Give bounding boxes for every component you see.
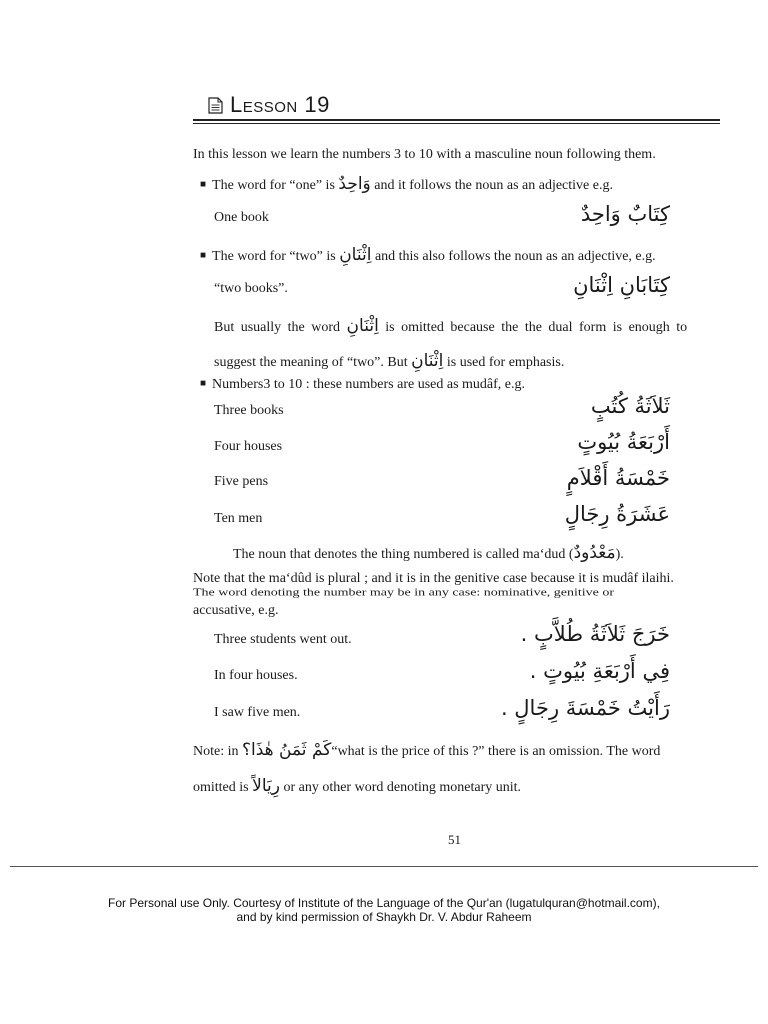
document-icon bbox=[208, 97, 223, 114]
numbers-bullet-line: ■ Numbers3 to 10 : these numbers are used as mudâf, e.g. bbox=[200, 377, 526, 392]
example-one-book-ar: كِتَابٌ وَاحِدٌ bbox=[580, 202, 670, 226]
note-omitted-line: omitted is رِيَالاً or any other word denoting monetary unit. bbox=[193, 776, 522, 796]
example-two-books-ar: كِتَابَانِ اِثْنَانِ bbox=[573, 273, 670, 297]
footer-line-2: and by kind permission of Shaykh Dr. V. Abdur Raheem bbox=[236, 910, 532, 924]
bullet-icon: ■ bbox=[200, 250, 207, 261]
usually-line: But usually the word اِثْنَانِ is omitted because the the dual form is enough to bbox=[214, 316, 688, 336]
five-pens-en: Five pens bbox=[214, 474, 269, 489]
footer bbox=[0, 896, 768, 924]
arabic-madud: مَعْدُودٌ bbox=[573, 543, 616, 563]
arabic-riyal: رِيَالاً bbox=[252, 776, 280, 796]
arabic-ithnan-2: اِثْنَانِ bbox=[346, 316, 379, 336]
three-books-en: Three books bbox=[214, 403, 284, 418]
four-houses-ar: أَرْبَعَةُ بُيُوتٍ bbox=[577, 430, 670, 454]
ten-men-ar: عَشَرَةُ رِجَالٍ bbox=[564, 502, 670, 526]
lesson-title: Lesson 19 bbox=[230, 92, 330, 117]
footer-rule bbox=[10, 866, 758, 867]
example-one-book-en: One book bbox=[214, 210, 269, 225]
arabic-ithnan: اِثْنَانِ bbox=[339, 245, 372, 265]
note-accusative: accusative, e.g. bbox=[193, 603, 279, 618]
arabic-wahid: وَاحِدٌ bbox=[338, 174, 371, 194]
case-nominative-en: Three students went out. bbox=[214, 632, 352, 647]
case-nominative-ar: خَرَجَ ثَلاَثَةُ طُلاَّبٍ . bbox=[520, 622, 670, 646]
five-pens-ar: خَمْسَةُ أَقْلاَمٍ bbox=[566, 466, 670, 490]
case-accusative-ar: رَأَيْتُ خَمْسَةَ رِجَالٍ . bbox=[500, 696, 670, 720]
three-books-ar: ثَلاَثَةُ كُتُبٍ bbox=[590, 394, 670, 418]
arabic-ithnan-3: اِثْنَانِ bbox=[411, 351, 444, 371]
ten-men-en: Ten men bbox=[214, 511, 263, 526]
note-any-case: The word denoting the number may be in any case: nominative, genitive or bbox=[193, 587, 615, 599]
header-rule-thin bbox=[193, 123, 720, 124]
case-accusative-en: I saw five men. bbox=[214, 705, 301, 720]
bullet-icon: ■ bbox=[200, 179, 207, 190]
arabic-kam-thaman: كَمْ ثَمَنُ هٰذَا؟ bbox=[242, 740, 332, 760]
note-price-line: Note: in كَمْ ثَمَنُ هٰذَا؟“what is the price of this ?” there is an omission. The word bbox=[193, 740, 661, 760]
intro-text: In this lesson we learn the numbers 3 to 10 with a masculine noun following them. bbox=[193, 147, 656, 162]
suggest-line: suggest the meaning of “two”. But اِثْنَانِ is used for emphasis. bbox=[214, 351, 565, 371]
page-number: 51 bbox=[448, 832, 461, 847]
four-houses-en: Four houses bbox=[214, 439, 283, 454]
footer-line-1: For Personal use Only. Courtesy of Institute of the Language of the Qur'an (lugatulquran@hotmail.com), bbox=[108, 896, 660, 910]
case-genitive-ar: فِي أَرْبَعَةِ بُيُوتٍ . bbox=[529, 659, 670, 683]
one-bullet-line: ■ The word for “one” is وَاحِدٌ and it follows the noun as an adjective e.g. bbox=[200, 174, 613, 194]
header-rule bbox=[193, 119, 720, 121]
case-genitive-en: In four houses. bbox=[214, 668, 298, 683]
madud-line: The noun that denotes the thing numbered is called ma‘dud (مَعْدُودٌ). bbox=[233, 543, 624, 563]
two-bullet-line: ■ The word for “two” is اِثْنَانِ and this also follows the noun as an adjective, e.g. bbox=[200, 245, 656, 265]
note-plural: Note that the ma‘dûd is plural ; and it is in the genitive case because it is mudâf ilaihi. bbox=[193, 571, 674, 586]
bullet-icon: ■ bbox=[200, 378, 207, 389]
example-two-books-en: “two books”. bbox=[214, 281, 288, 296]
